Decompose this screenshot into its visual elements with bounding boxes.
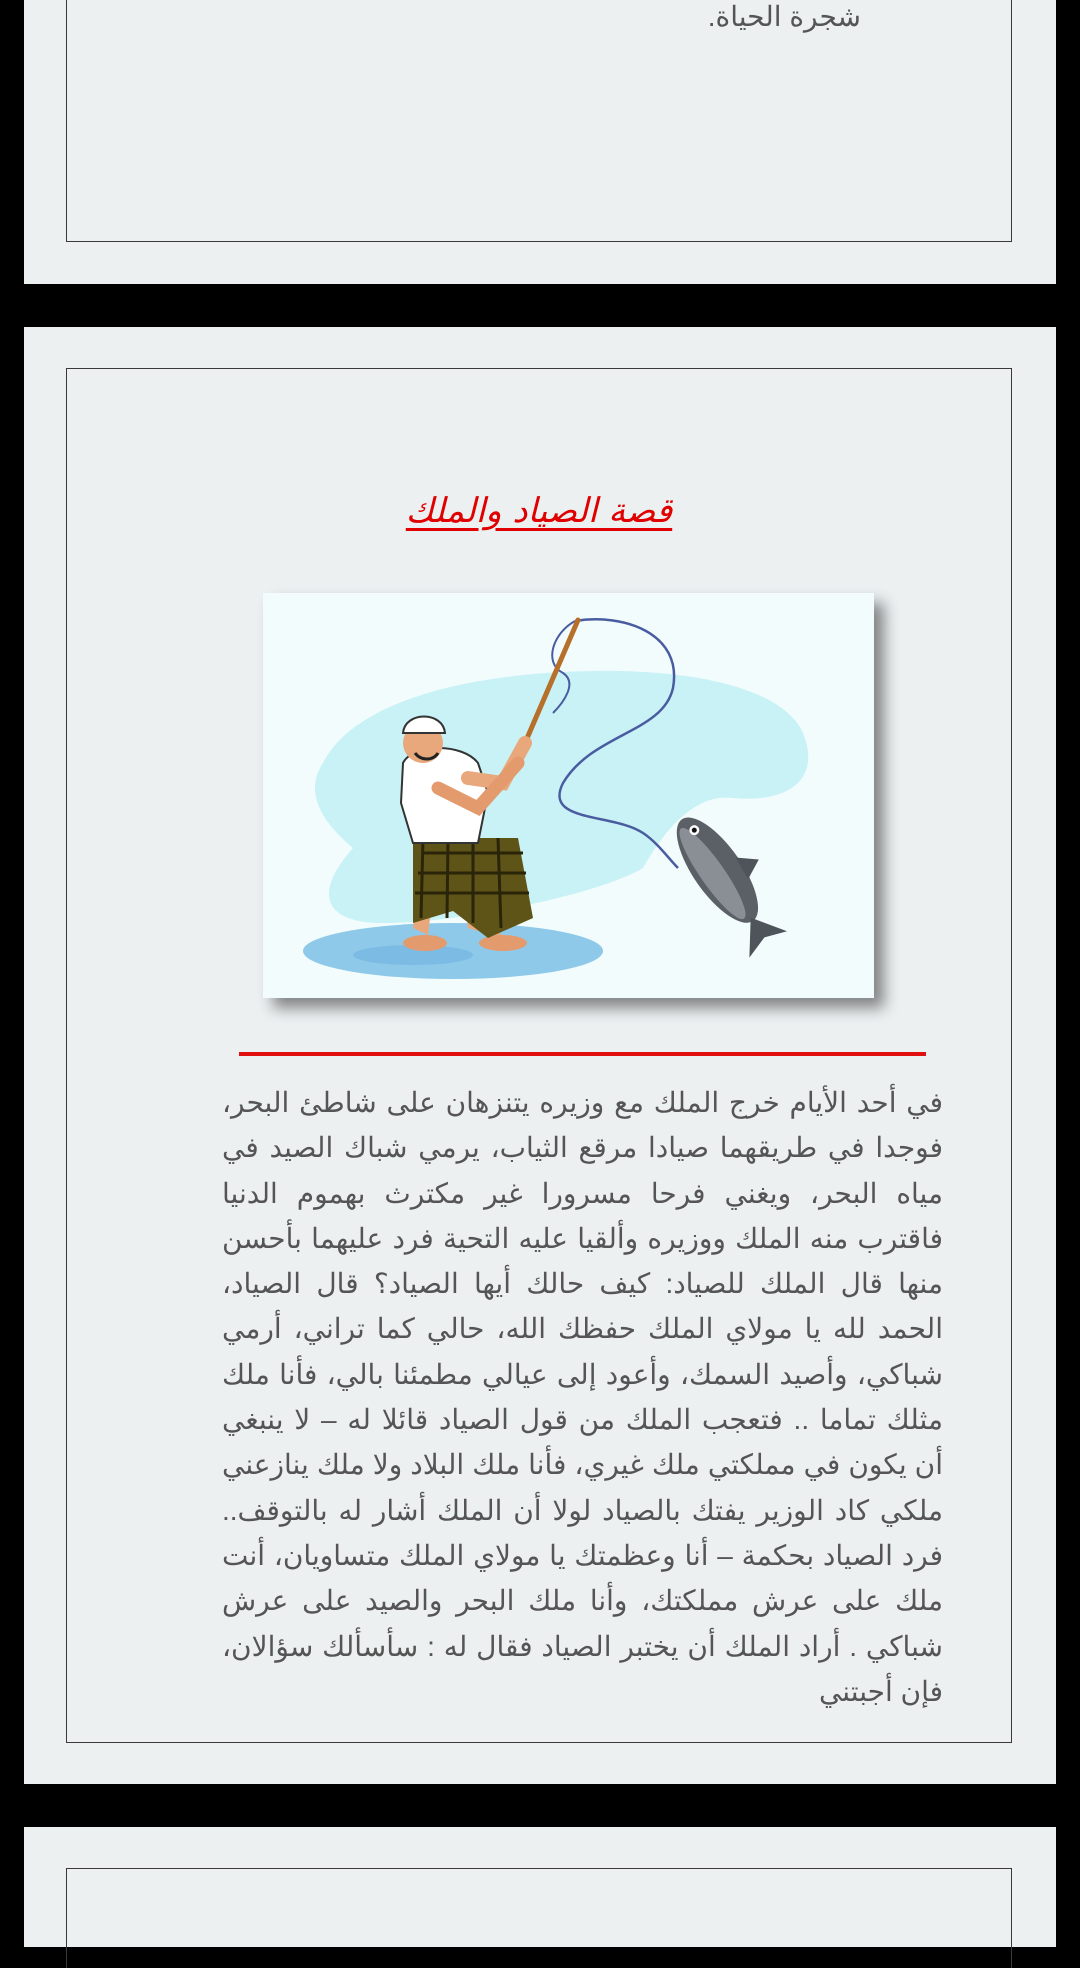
fisherman-drawing <box>263 593 874 998</box>
red-divider <box>239 1052 926 1056</box>
previous-page-frame <box>66 0 1012 242</box>
story-title: قصة الصياد والملك <box>405 491 673 531</box>
fish <box>662 796 802 957</box>
story-page <box>24 327 1056 1784</box>
fisherman-illustration <box>263 593 874 998</box>
story-page-frame <box>66 368 1012 1743</box>
previous-page <box>24 0 1056 284</box>
next-page <box>24 1827 1056 1947</box>
next-page-frame <box>66 1868 1012 1968</box>
story-paragraph: في أحد الأيام خرج الملك مع وزيره يتنزهان على شاطئ البحر، فوجدا في طريقهما صيادا مرقع الثياب، يرمي شباك الصيد في مياه البحر، ويغني فرحا مسرورا غير مكترث بهموم الدنيا فاقترب منه الملك ووزيره وألقيا عليه التحية فرد عليهما بأحسن منها قال الملك للصياد: كيف حالك أيها الصياد؟ قال الصياد، الحمد لله يا مولاي الملك حفظك الله، حالي كما تراني، أرمي شباكي، وأصيد السمك، وأعود إلى عيالي مطمئنا بالي، فأنا ملك مثلك تماما .. فتعجب الملك من قول الصياد قائلا له – لا ينبغي أن يكون في مملكتي ملك غيري، فأنا ملك البلاد ولا ملك ينازعني ملكي كاد الوزير يفتك بالصياد لولا أن الملك أشار له بالتوقف.. فرد الصياد بحكمة – أنا وعظمتك يا مولاي الملك متساويان، أنت ملك على عرش مملكتك، وأنا ملك البحر والصيد على عرش شباكي . أراد الملك أن يختبر الصياد فقال له : سأسألك سؤالان، فإن أجبتني <box>222 1087 943 1707</box>
previous-page-text: شجرة الحياة. <box>707 1 861 32</box>
